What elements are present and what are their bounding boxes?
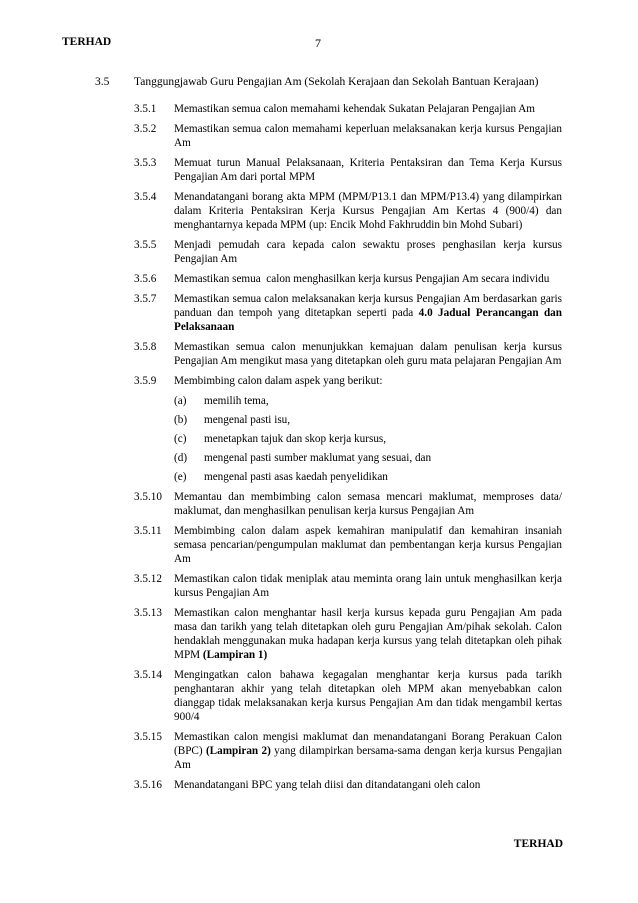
- sub-item-label: (b): [174, 414, 188, 426]
- list-item: [134, 374, 562, 484]
- item-text: Memantau dan membimbing calon semasa mencari maklumat, memproses data/ maklumat, dan menghasilkan penulisan kerja kursus Pengajian Am: [174, 491, 562, 517]
- item-text: Memuat turun Manual Pelaksanaan, Kriteria Pentaksiran dan Tema Kerja Kursus Pengajian Am dari portal MPM: [174, 157, 562, 183]
- classification-label: TERHAD: [62, 36, 112, 48]
- sub-item-text: mengenal pasti isu,: [204, 414, 291, 426]
- item-text: Memastikan semua calon memahami kehendak Sukatan Pelajaran Pengajian Am: [174, 103, 535, 115]
- list-item: [134, 572, 562, 600]
- item-number: 3.5.3: [134, 157, 157, 169]
- item-text: Menandatangani BPC yang telah diisi dan ditandatangani oleh calon: [174, 779, 481, 791]
- item-text: Membimbing calon dalam aspek kemahiran manipulatif dan kemahiran insaniah semasa pencarian/pengumpulan maklumat dan pembentangan kerja kursus Pengajian Am: [174, 525, 562, 565]
- item-text: Memastikan semua calon menghasilkan kerja kursus Pengajian Am secara individu: [174, 273, 550, 285]
- sub-item-label: (d): [174, 452, 188, 464]
- item-number: 3.5.11: [134, 525, 162, 537]
- item-number: 3.5.12: [134, 573, 162, 585]
- item-text-bold: (Lampiran 1): [202, 649, 268, 661]
- list-item: [134, 730, 562, 772]
- item-number: 3.5.14: [134, 669, 162, 681]
- list-item: [134, 668, 562, 724]
- item-text-part: yang dilampirkan bersama-sama dengan kerja kursus Pengajian Am: [174, 745, 562, 771]
- sub-item-text: mengenal pasti asas kaedah penyelidikan: [204, 471, 388, 483]
- section-title: Tanggungjawab Guru Pengajian Am (Sekolah Kerajaan dan Sekolah Bantuan Kerajaan): [134, 76, 539, 88]
- list-item: [134, 122, 562, 150]
- item-number: 3.5.7: [134, 293, 157, 305]
- sub-item-text: memilih tema,: [204, 395, 269, 407]
- item-text: Memastikan semua calon memahami keperluan melaksanakan kerja kursus Pengajian Am: [174, 123, 562, 149]
- item-text: Membimbing calon dalam aspek yang berikut:: [174, 375, 383, 387]
- item-number: 3.5.8: [134, 341, 157, 353]
- item-text-part: Memastikan calon menghantar hasil kerja kursus kepada guru Pengajian Am pada masa dan tarikh yang telah ditetapkan oleh guru Pengajian Am/pihak sekolah. Calon hendaklah menggunakan muka hadapan kerja kursus yang telah ditetapkan oleh pihak MPM: [174, 607, 562, 661]
- item-text: [174, 606, 562, 662]
- item-number: 3.5.9: [134, 375, 157, 387]
- sub-list-item: [174, 451, 562, 465]
- sub-list-item: [174, 394, 562, 408]
- list-item: [134, 778, 562, 792]
- sub-item-text: mengenal pasti sumber maklumat yang sesuai, dan: [204, 452, 432, 464]
- item-number: 3.5.16: [134, 779, 162, 791]
- list-item: [134, 340, 562, 368]
- item-text: [174, 730, 562, 772]
- item-text-part: Memastikan calon mengisi maklumat dan menandatangani Borang Perakuan Calon (BPC): [174, 731, 562, 757]
- sub-list: [174, 394, 562, 484]
- section-number: 3.5: [95, 76, 110, 88]
- item-text-bold: 4.0 Jadual Perancangan dan Pelaksanaan: [174, 307, 562, 333]
- responsibility-list: [134, 102, 562, 798]
- list-item: [134, 238, 562, 266]
- list-item: [134, 292, 562, 334]
- sub-list-item: [174, 413, 562, 427]
- item-number: 3.5.2: [134, 123, 157, 135]
- list-item: [134, 490, 562, 518]
- page-header: [62, 36, 576, 52]
- page-footer: TERHAD: [513, 838, 563, 850]
- list-item: [134, 272, 562, 286]
- item-text: Mengingatkan calon bahawa kegagalan menghantar kerja kursus pada tarikh penghantaran akhir yang telah ditetapkan oleh MPM akan menyebabkan calon dianggap tidak melaksanakan kerja kursus Pengajian Am dan tidak mengambil kertas 900/4: [174, 669, 562, 723]
- item-text: [174, 292, 562, 334]
- item-text: Menjadi pemudah cara kepada calon sewaktu proses penghasilan kerja kursus Pengajian Am: [174, 239, 562, 265]
- list-item: [134, 524, 562, 566]
- sub-item-label: (c): [174, 433, 187, 445]
- item-number: 3.5.5: [134, 239, 157, 251]
- item-number: 3.5.15: [134, 731, 162, 743]
- item-number: 3.5.6: [134, 273, 157, 285]
- sub-item-label: (a): [174, 395, 187, 407]
- item-number: 3.5.13: [134, 607, 162, 619]
- item-number: 3.5.10: [134, 491, 162, 503]
- item-text: Memastikan semua calon menunjukkan kemajuan dalam penulisan kerja kursus Pengajian Am mengikut masa yang ditetapkan oleh guru mata pelajaran Pengajian Am: [174, 341, 562, 367]
- item-number: 3.5.4: [134, 191, 157, 203]
- list-item: [134, 102, 562, 116]
- sub-item-text: menetapkan tajuk dan skop kerja kursus,: [204, 433, 387, 445]
- sub-list-item: [174, 470, 562, 484]
- item-number: 3.5.1: [134, 103, 157, 115]
- item-text: Menandatangani borang akta MPM (MPM/P13.1 dan MPM/P13.4) yang dilampirkan dalam Kriteria Pentaksiran Kerja Kursus Pengajian Am Kertas 4 (900/4) dan menghantarnya kepada MPM (up: Encik Mohd Fakhruddin bin Mohd Subari): [174, 191, 562, 231]
- sub-item-label: (e): [174, 471, 187, 483]
- item-text-bold: (Lampiran 2): [205, 745, 271, 757]
- item-text: Memastikan calon tidak meniplak atau meminta orang lain untuk menghasilkan kerja kursus Pengajian Am: [174, 573, 562, 599]
- list-item: [134, 156, 562, 184]
- list-item: [134, 190, 562, 232]
- sub-list-item: [174, 432, 562, 446]
- page-number: 7: [315, 36, 321, 50]
- item-text-part: Memastikan semua calon melaksanakan kerja kursus Pengajian Am berdasarkan garis panduan dan tempoh yang ditetapkan seperti pada: [174, 293, 562, 319]
- list-item: [134, 606, 562, 662]
